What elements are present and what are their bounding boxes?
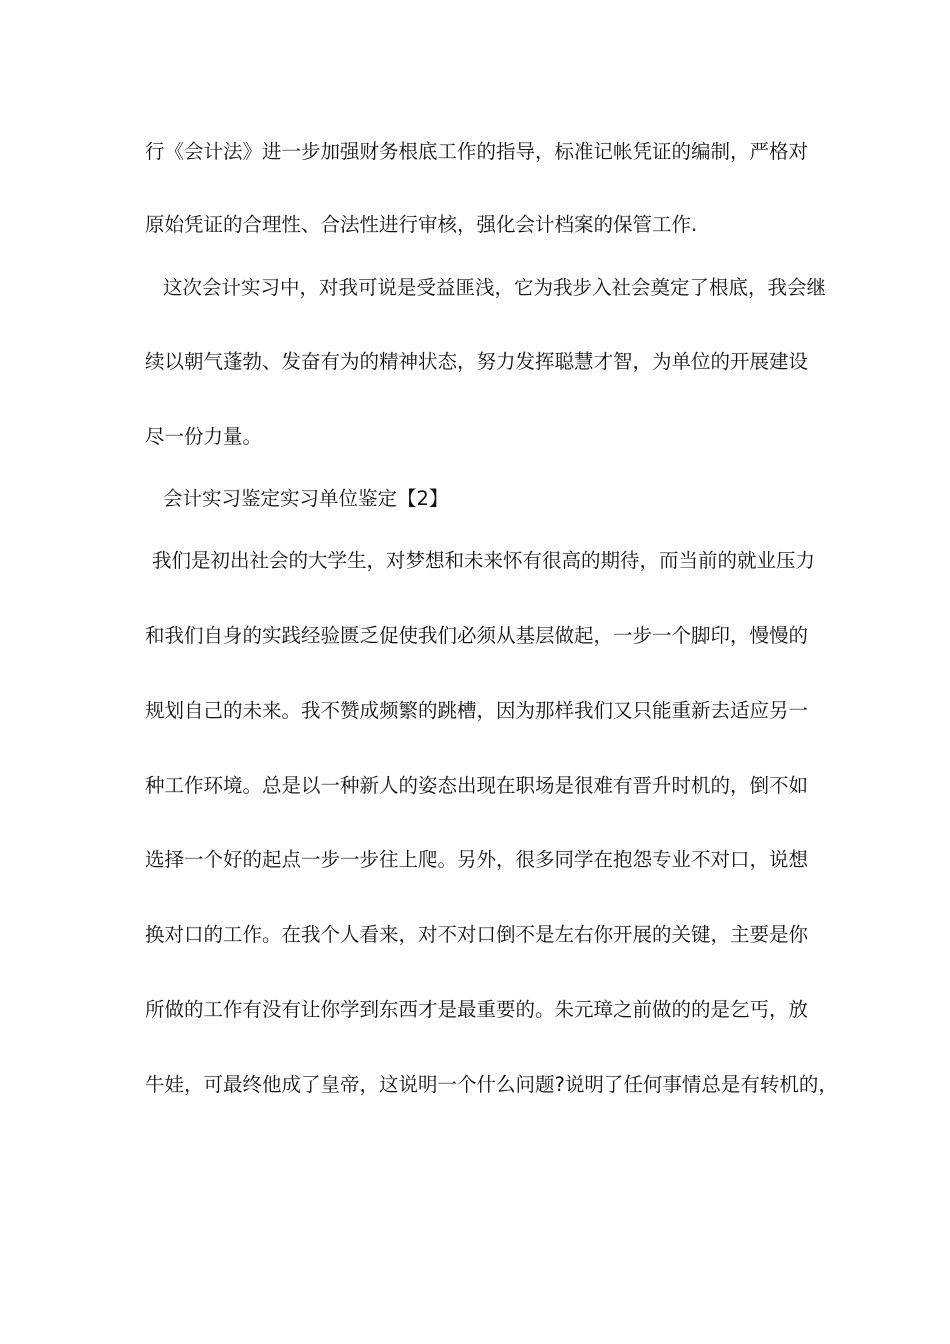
section-heading: 会计实习鉴定实习单位鉴定【2】: [163, 487, 449, 510]
paragraph-line: 行《会计法》进一步加强财务根底工作的指导，标准记帐凭证的编制，严格对: [145, 140, 809, 163]
paragraph-line: 我们是初出社会的大学生，对梦想和未来怀有很高的期待，而当前的就业压力: [152, 549, 816, 572]
paragraph-line: 续以朝气蓬勃、发奋有为的精神状态，努力发挥聪慧才智，为单位的开展建设: [145, 350, 809, 373]
paragraph-line: 和我们自身的实践经验匮乏促使我们必须从基层做起，一步一个脚印，慢慢的: [145, 624, 809, 647]
paragraph-line: 这次会计实习中，对我可说是受益匪浅，它为我步入社会奠定了根底，我会继: [163, 276, 827, 299]
paragraph-line: 种工作环境。总是以一种新人的姿态出现在职场是很难有晋升时机的，倒不如: [145, 774, 809, 797]
paragraph-line: 换对口的工作。在我个人看来，对不对口倒不是左右你开展的关键，主要是你: [145, 923, 809, 946]
paragraph-line: 所做的工作有没有让你学到东西才是最重要的。朱元璋之前做的的是乞丐，放: [145, 998, 809, 1021]
paragraph-line: 选择一个好的起点一步一步往上爬。另外，很多同学在抱怨专业不对口，说想: [145, 848, 809, 871]
paragraph-line: 规划自己的未来。我不赞成频繁的跳槽，因为那样我们又只能重新去适应另一: [145, 699, 809, 722]
paragraph-line: 原始凭证的合理性、合法性进行审核，强化会计档案的保管工作.: [145, 213, 698, 236]
paragraph-line: 牛娃，可最终他成了皇帝，这说明一个什么问题?说明了任何事情总是有转机的，: [145, 1073, 838, 1096]
paragraph-line: 尽一份力量。: [145, 425, 263, 448]
